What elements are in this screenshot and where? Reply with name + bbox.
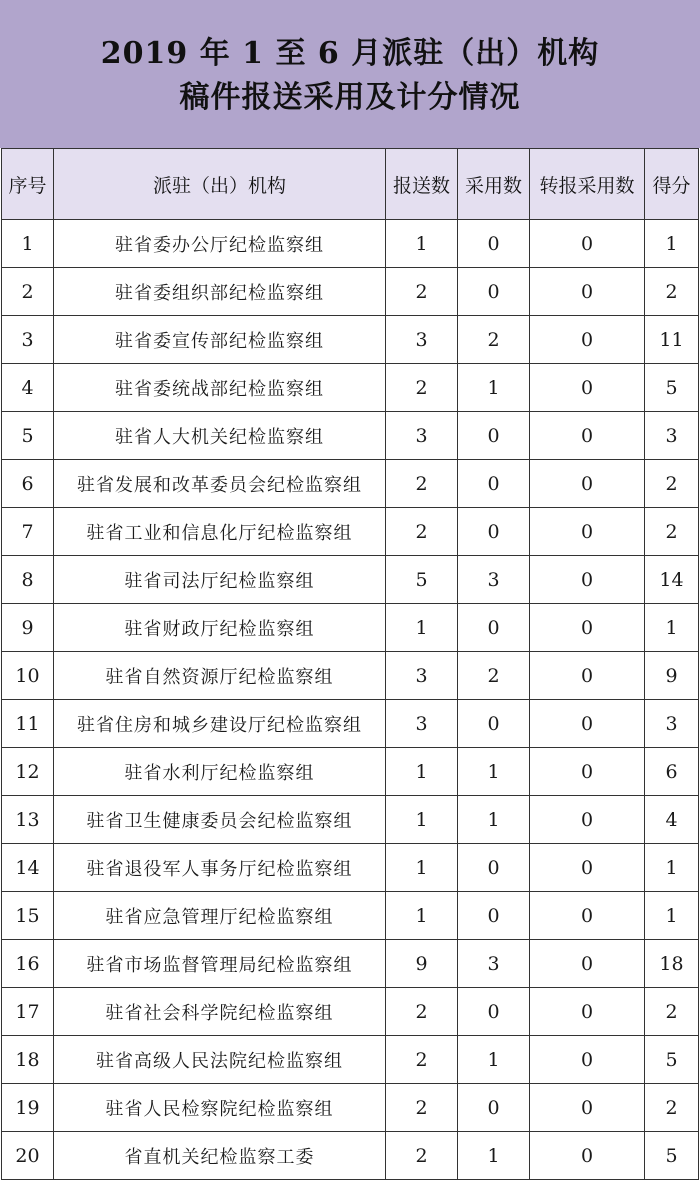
header-score: 得分 [645,149,699,220]
cell-seq: 9 [2,604,54,652]
cell-submitted: 2 [386,508,458,556]
table-row [2,700,699,748]
cell-adopted: 0 [458,508,530,556]
cell-score: 9 [645,652,699,700]
cell-submitted: 2 [386,988,458,1036]
cell-submitted: 1 [386,604,458,652]
cell-seq: 19 [2,1084,54,1132]
cell-org: 驻省市场监督管理局纪检监察组 [54,940,386,988]
cell-seq: 10 [2,652,54,700]
cell-org: 驻省委办公厅纪检监察组 [54,220,386,268]
cell-submitted: 1 [386,220,458,268]
cell-forwarded: 0 [530,796,645,844]
cell-adopted: 2 [458,316,530,364]
cell-org: 驻省水利厅纪检监察组 [54,748,386,796]
cell-forwarded: 0 [530,508,645,556]
cell-org: 驻省卫生健康委员会纪检监察组 [54,796,386,844]
cell-forwarded: 0 [530,1084,645,1132]
cell-forwarded: 0 [530,220,645,268]
cell-adopted: 0 [458,220,530,268]
cell-submitted: 1 [386,796,458,844]
cell-score: 2 [645,508,699,556]
cell-org: 驻省委统战部纪检监察组 [54,364,386,412]
cell-seq: 15 [2,892,54,940]
table-row [2,796,699,844]
cell-submitted: 3 [386,412,458,460]
cell-adopted: 0 [458,700,530,748]
cell-seq: 17 [2,988,54,1036]
cell-org: 驻省社会科学院纪检监察组 [54,988,386,1036]
cell-adopted: 1 [458,1132,530,1180]
cell-forwarded: 0 [530,844,645,892]
table-row [2,988,699,1036]
header-submitted: 报送数 [386,149,458,220]
cell-forwarded: 0 [530,460,645,508]
cell-adopted: 3 [458,940,530,988]
cell-forwarded: 0 [530,316,645,364]
cell-adopted: 2 [458,652,530,700]
cell-seq: 18 [2,1036,54,1084]
cell-adopted: 1 [458,748,530,796]
cell-forwarded: 0 [530,748,645,796]
table-row [2,652,699,700]
cell-seq: 13 [2,796,54,844]
cell-org: 驻省司法厅纪检监察组 [54,556,386,604]
header-row [2,149,699,220]
cell-adopted: 1 [458,796,530,844]
table-row [2,1084,699,1132]
cell-adopted: 0 [458,892,530,940]
cell-submitted: 2 [386,1084,458,1132]
cell-adopted: 0 [458,460,530,508]
cell-submitted: 2 [386,460,458,508]
cell-adopted: 0 [458,268,530,316]
cell-seq: 4 [2,364,54,412]
cell-org: 驻省人大机关纪检监察组 [54,412,386,460]
cell-org: 驻省住房和城乡建设厅纪检监察组 [54,700,386,748]
cell-score: 4 [645,796,699,844]
cell-org: 驻省应急管理厅纪检监察组 [54,892,386,940]
cell-forwarded: 0 [530,364,645,412]
cell-forwarded: 0 [530,556,645,604]
cell-forwarded: 0 [530,1036,645,1084]
cell-seq: 3 [2,316,54,364]
cell-org: 省直机关纪检监察工委 [54,1132,386,1180]
table-row [2,460,699,508]
cell-score: 1 [645,220,699,268]
cell-forwarded: 0 [530,268,645,316]
cell-seq: 11 [2,700,54,748]
table-row [2,604,699,652]
cell-submitted: 2 [386,364,458,412]
cell-submitted: 5 [386,556,458,604]
cell-seq: 2 [2,268,54,316]
cell-score: 3 [645,700,699,748]
cell-submitted: 1 [386,748,458,796]
header-forwarded: 转报采用数 [530,149,645,220]
cell-org: 驻省高级人民法院纪检监察组 [54,1036,386,1084]
cell-adopted: 1 [458,1036,530,1084]
table-row [2,1036,699,1084]
cell-score: 3 [645,412,699,460]
table-body [2,220,699,1180]
cell-adopted: 0 [458,412,530,460]
cell-submitted: 2 [386,268,458,316]
cell-score: 6 [645,748,699,796]
cell-score: 18 [645,940,699,988]
table-row [2,892,699,940]
cell-org: 驻省发展和改革委员会纪检监察组 [54,460,386,508]
cell-forwarded: 0 [530,892,645,940]
cell-forwarded: 0 [530,700,645,748]
page-title-line-2: 稿件报送采用及计分情况 [179,80,521,115]
cell-forwarded: 0 [530,1132,645,1180]
cell-org: 驻省委宣传部纪检监察组 [54,316,386,364]
cell-seq: 20 [2,1132,54,1180]
cell-submitted: 1 [386,892,458,940]
table-row [2,412,699,460]
cell-adopted: 0 [458,988,530,1036]
cell-submitted: 3 [386,316,458,364]
cell-org: 驻省人民检察院纪检监察组 [54,1084,386,1132]
cell-org: 驻省工业和信息化厅纪检监察组 [54,508,386,556]
cell-seq: 7 [2,508,54,556]
table-header [2,149,699,220]
cell-score: 1 [645,892,699,940]
header-seq: 序号 [2,149,54,220]
table-row [2,844,699,892]
cell-submitted: 2 [386,1132,458,1180]
header-adopted: 采用数 [458,149,530,220]
cell-forwarded: 0 [530,652,645,700]
cell-seq: 5 [2,412,54,460]
cell-score: 5 [645,364,699,412]
cell-adopted: 0 [458,1084,530,1132]
cell-adopted: 3 [458,556,530,604]
cell-adopted: 1 [458,364,530,412]
table-row [2,508,699,556]
table-row [2,268,699,316]
cell-adopted: 0 [458,604,530,652]
cell-forwarded: 0 [530,940,645,988]
table-row [2,220,699,268]
cell-forwarded: 0 [530,604,645,652]
cell-score: 5 [645,1132,699,1180]
table-row [2,940,699,988]
cell-forwarded: 0 [530,988,645,1036]
report-table [1,148,699,1180]
cell-submitted: 1 [386,844,458,892]
cell-seq: 6 [2,460,54,508]
table-row [2,556,699,604]
cell-seq: 14 [2,844,54,892]
cell-score: 5 [645,1036,699,1084]
header-org: 派驻（出）机构 [54,149,386,220]
cell-score: 2 [645,988,699,1036]
table-row [2,364,699,412]
cell-submitted: 9 [386,940,458,988]
table-row [2,316,699,364]
cell-org: 驻省委组织部纪检监察组 [54,268,386,316]
table-row [2,1132,699,1180]
cell-seq: 12 [2,748,54,796]
table-row [2,748,699,796]
page-title-line-1: 2019 年 1 至 6 月派驻（出）机构 [100,36,600,71]
cell-submitted: 3 [386,652,458,700]
cell-score: 1 [645,604,699,652]
cell-seq: 1 [2,220,54,268]
cell-score: 14 [645,556,699,604]
cell-adopted: 0 [458,844,530,892]
cell-score: 2 [645,460,699,508]
title-banner [0,0,700,148]
cell-org: 驻省自然资源厅纪检监察组 [54,652,386,700]
cell-org: 驻省财政厅纪检监察组 [54,604,386,652]
cell-submitted: 3 [386,700,458,748]
cell-score: 11 [645,316,699,364]
cell-forwarded: 0 [530,412,645,460]
cell-score: 1 [645,844,699,892]
cell-score: 2 [645,1084,699,1132]
cell-seq: 8 [2,556,54,604]
cell-score: 2 [645,268,699,316]
cell-submitted: 2 [386,1036,458,1084]
cell-seq: 16 [2,940,54,988]
cell-org: 驻省退役军人事务厅纪检监察组 [54,844,386,892]
